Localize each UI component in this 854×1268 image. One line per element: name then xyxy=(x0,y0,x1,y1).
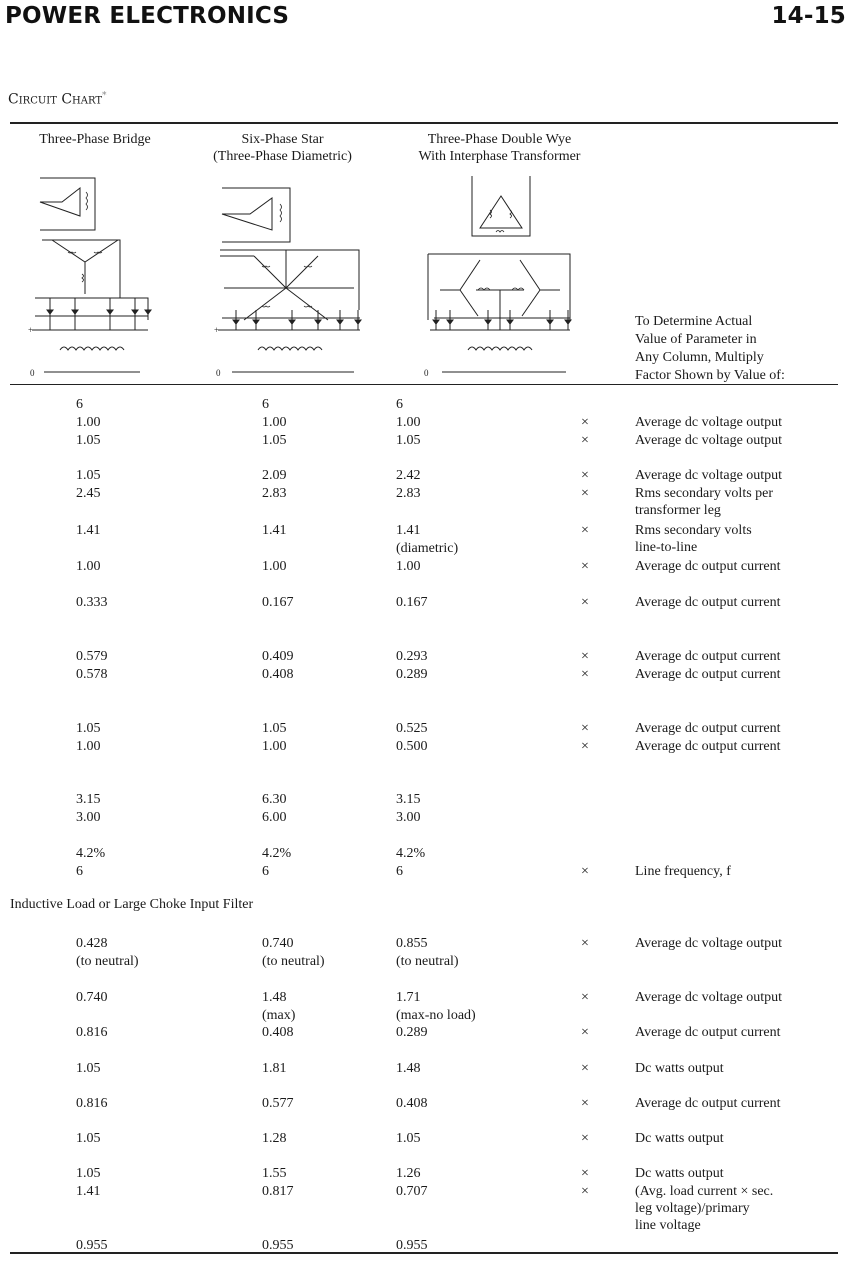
multiplier-note: To Determine Actual Value of Parameter in Any Column, Multiply Factor Shown by Value of: xyxy=(635,314,785,383)
factor-cell: 6.00 xyxy=(262,810,287,825)
diagram-terminal-label: 0 xyxy=(424,368,429,378)
multiply-sign: × xyxy=(581,559,589,574)
parameter-description: Average dc voltage output xyxy=(635,433,783,448)
factor-cell: 1.00 xyxy=(76,559,101,574)
diagram-plus-label: + xyxy=(214,325,220,335)
table-row xyxy=(0,594,854,612)
factor-cell: 0.817 xyxy=(262,1184,294,1199)
parameter-description: Average dc output current xyxy=(635,739,781,754)
factor-cell: 2.09 xyxy=(262,468,287,483)
multiply-sign: × xyxy=(581,595,589,610)
factor-cell: 0.707 xyxy=(396,1184,428,1199)
diagram-terminal-label: 0 xyxy=(30,368,35,378)
multiply-sign: × xyxy=(581,486,589,501)
factor-cell: 1.71 (max-no load) xyxy=(396,990,476,1023)
factor-cell: 1.26 xyxy=(396,1166,421,1181)
parameter-description: Average dc voltage output xyxy=(635,468,783,483)
table-row xyxy=(0,1237,854,1255)
factor-cell: 0.167 xyxy=(396,595,428,610)
parameter-description: Average dc output current xyxy=(635,595,781,610)
table-row xyxy=(0,666,854,684)
factor-cell: 1.41 xyxy=(76,523,101,538)
table-row xyxy=(0,558,854,576)
parameter-description: Average dc output current xyxy=(635,1025,781,1040)
factor-cell: 1.05 xyxy=(76,1061,101,1076)
table-row xyxy=(0,1060,854,1078)
factor-cell: 1.05 xyxy=(76,1131,101,1146)
parameter-description: Average dc output current xyxy=(635,667,781,682)
factor-cell: 1.81 xyxy=(262,1061,287,1076)
factor-cell: 1.00 xyxy=(262,559,287,574)
factor-cell: 0.167 xyxy=(262,595,294,610)
multiply-sign: × xyxy=(581,864,589,879)
factor-cell: 1.00 xyxy=(396,559,421,574)
factor-cell: 4.2% xyxy=(262,846,292,861)
diagram-terminal-label: 0 xyxy=(216,368,221,378)
factor-cell: 0.408 xyxy=(262,667,294,682)
six-phase-star-diagram xyxy=(214,170,374,378)
factor-cell: 1.00 xyxy=(396,415,421,430)
table-row xyxy=(0,989,854,1023)
factor-cell: 3.00 xyxy=(76,810,101,825)
multiply-sign: × xyxy=(581,433,589,448)
factor-cell: 0.500 xyxy=(396,739,428,754)
multiply-sign: × xyxy=(581,936,589,951)
factor-cell: 1.00 xyxy=(76,739,101,754)
factor-cell: 0.289 xyxy=(396,667,428,682)
factor-cell: 1.05 xyxy=(396,1131,421,1146)
factor-cell: 0.955 xyxy=(262,1238,294,1253)
table-row xyxy=(0,522,854,556)
factor-cell: 0.333 xyxy=(76,595,108,610)
factor-cell: 6 xyxy=(262,864,269,879)
factor-cell: 1.55 xyxy=(262,1166,287,1181)
factor-cell: 0.816 xyxy=(76,1025,108,1040)
factor-cell: 2.83 xyxy=(262,486,287,501)
factor-cell: 0.409 xyxy=(262,649,294,664)
parameter-description: Average dc voltage output xyxy=(635,990,783,1005)
multiply-sign: × xyxy=(581,1025,589,1040)
table-row xyxy=(0,396,854,414)
factor-cell: 3.00 xyxy=(396,810,421,825)
table-row xyxy=(0,935,854,969)
parameter-description: Average dc output current xyxy=(635,721,781,736)
factor-cell: 1.05 xyxy=(76,721,101,736)
factor-cell: 1.41 xyxy=(76,1184,101,1199)
multiply-sign: × xyxy=(581,739,589,754)
factor-cell: 0.955 xyxy=(396,1238,428,1253)
factor-cell: 0.577 xyxy=(262,1096,294,1111)
factor-cell: 6 xyxy=(76,864,83,879)
multiply-sign: × xyxy=(581,1184,589,1199)
factor-cell: 0.740 xyxy=(76,990,108,1005)
double-wye-diagram xyxy=(420,170,585,378)
factor-cell: 1.00 xyxy=(262,415,287,430)
parameter-description: Line frequency, f xyxy=(635,864,731,879)
table-row xyxy=(0,1130,854,1148)
factor-cell: 1.48 (max) xyxy=(262,990,296,1023)
parameter-description: Average dc voltage output xyxy=(635,936,783,951)
factor-cell: 4.2% xyxy=(396,846,426,861)
factor-cell: 0.855 (to neutral) xyxy=(396,936,459,969)
factor-cell: 1.05 xyxy=(396,433,421,448)
factor-cell: 0.816 xyxy=(76,1096,108,1111)
table-row xyxy=(0,1183,854,1233)
factor-cell: 2.45 xyxy=(76,486,101,501)
table-row xyxy=(0,1024,854,1042)
table-row xyxy=(0,738,854,756)
factor-cell: 1.41 (diametric) xyxy=(396,523,459,556)
factor-cell: 0.428 (to neutral) xyxy=(76,936,139,969)
multiply-sign: × xyxy=(581,1131,589,1146)
parameter-description: Rms secondary volts per transformer leg xyxy=(635,486,774,518)
parameter-description: Rms secondary volts line-to-line xyxy=(635,523,752,555)
factor-cell: 0.289 xyxy=(396,1025,428,1040)
factor-cell: 1.48 xyxy=(396,1061,421,1076)
parameter-description: Dc watts output xyxy=(635,1061,724,1076)
factor-cell: 3.15 xyxy=(396,792,421,807)
factor-cell: 6.30 xyxy=(262,792,287,807)
factor-cell: 0.525 xyxy=(396,721,428,736)
table-row xyxy=(0,467,854,485)
factor-cell: 1.41 xyxy=(262,523,287,538)
factor-cell: 6 xyxy=(396,864,403,879)
table-row xyxy=(0,809,854,827)
multiply-sign: × xyxy=(581,990,589,1005)
factor-cell: 1.05 xyxy=(76,1166,101,1181)
multiply-sign: × xyxy=(581,667,589,682)
factor-cell: 0.955 xyxy=(76,1238,108,1253)
parameter-description: Average dc output current xyxy=(635,649,781,664)
multiply-sign: × xyxy=(581,1061,589,1076)
factor-cell: 0.578 xyxy=(76,667,108,682)
parameter-description: Average dc output current xyxy=(635,559,781,574)
factor-cell: 0.408 xyxy=(396,1096,428,1111)
parameter-description: Average dc output current xyxy=(635,1096,781,1111)
factor-cell: 0.579 xyxy=(76,649,108,664)
factor-cell: 4.2% xyxy=(76,846,106,861)
multiply-sign: × xyxy=(581,523,589,538)
factor-cell: 0.293 xyxy=(396,649,428,664)
parameter-description: Average dc voltage output xyxy=(635,415,783,430)
factor-cell: 2.83 xyxy=(396,486,421,501)
column-header-double-wye: Three-Phase Double Wye With Interphase Transformer xyxy=(418,132,581,164)
multiply-sign: × xyxy=(581,468,589,483)
factor-cell: 1.05 xyxy=(76,433,101,448)
factor-cell: 2.42 xyxy=(396,468,421,483)
running-header-title: POWER ELECTRONICS xyxy=(5,3,290,29)
factor-cell: 3.15 xyxy=(76,792,101,807)
factor-cell: 0.408 xyxy=(262,1025,294,1040)
diagram-plus-label: + xyxy=(28,325,34,335)
multiply-sign: × xyxy=(581,415,589,430)
multiply-sign: × xyxy=(581,721,589,736)
table-row xyxy=(0,791,854,809)
factor-cell: 1.00 xyxy=(262,739,287,754)
table-row xyxy=(0,648,854,666)
parameter-description: (Avg. load current × sec. leg voltage)/primary line voltage xyxy=(635,1184,774,1233)
footnote-mark: * xyxy=(102,91,107,101)
parameter-description: Dc watts output xyxy=(635,1131,724,1146)
table-row xyxy=(0,414,854,432)
factor-cell: 6 xyxy=(396,397,403,412)
factor-cell: 1.28 xyxy=(262,1131,287,1146)
factor-cell: 6 xyxy=(262,397,269,412)
column-header-six-phase-star: Six-Phase Star (Three-Phase Diametric) xyxy=(213,132,352,164)
factor-cell: 0.740 (to neutral) xyxy=(262,936,325,969)
factor-cell: 1.00 xyxy=(76,415,101,430)
factor-cell: 1.05 xyxy=(76,468,101,483)
factor-cell: 1.05 xyxy=(262,433,287,448)
multiply-sign: × xyxy=(581,1166,589,1181)
multiply-sign: × xyxy=(581,649,589,664)
table-row xyxy=(0,485,854,518)
multiply-sign: × xyxy=(581,1096,589,1111)
table-row xyxy=(0,432,854,450)
factor-cell: 1.05 xyxy=(262,721,287,736)
column-header-three-phase-bridge: Three-Phase Bridge xyxy=(39,132,151,147)
table-row xyxy=(0,845,854,863)
table-row xyxy=(0,863,854,881)
section-label: Inductive Load or Large Choke Input Filter xyxy=(10,897,254,912)
factor-cell: 6 xyxy=(76,397,83,412)
page-number: 14-15 xyxy=(771,3,846,29)
three-phase-bridge-diagram xyxy=(30,170,170,378)
top-rule xyxy=(10,122,838,124)
parameter-description: Dc watts output xyxy=(635,1166,724,1181)
chart-title: Circuit Chart* xyxy=(8,91,107,108)
table-row xyxy=(0,1095,854,1113)
table-row xyxy=(0,1165,854,1183)
table-row xyxy=(0,720,854,738)
